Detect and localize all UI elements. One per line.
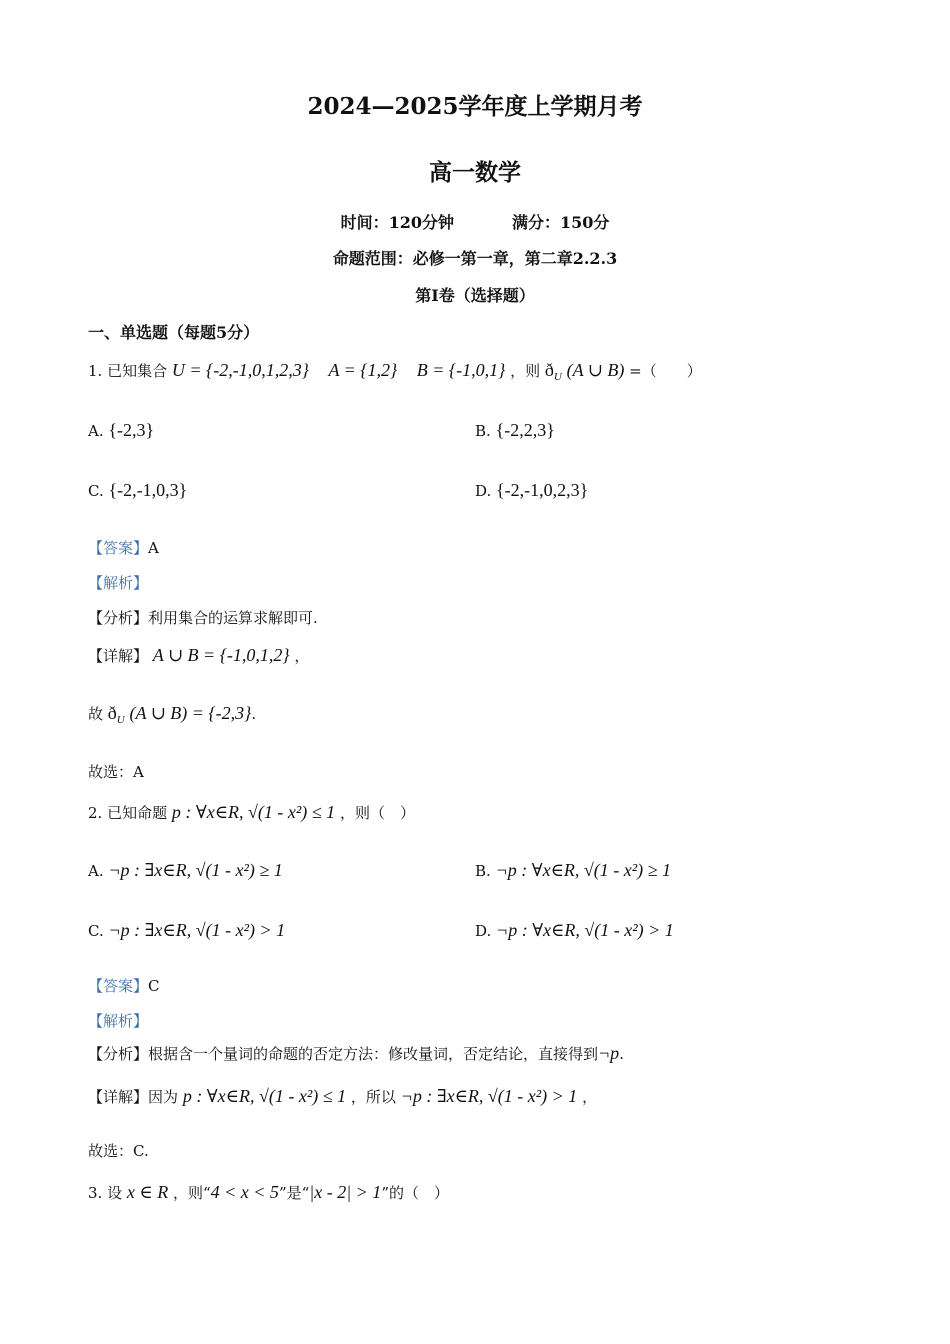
option-value: {-2,-1,0,3} <box>108 480 188 500</box>
detail-tag: 【详解】 <box>88 1088 149 1106</box>
gu-expr: (A ∪ B) = {-2,3} <box>129 703 252 723</box>
fenxi-tag: 【分析】 <box>88 609 149 627</box>
q2-detail <box>88 1086 597 1107</box>
gu-complement-symbol: ð <box>107 703 117 723</box>
detail-pre: 因为 <box>148 1088 179 1106</box>
q2-option-c[interactable] <box>88 920 285 941</box>
option-label: C. <box>88 482 104 500</box>
q2-option-a[interactable] <box>88 860 283 881</box>
option-label: C. <box>88 922 104 940</box>
q2-prefix: 2. 已知命题 <box>88 804 168 822</box>
option-value: {-2,3} <box>108 420 155 440</box>
q1-option-c[interactable] <box>88 480 187 501</box>
answer-tag: 【答案】 <box>88 977 149 995</box>
q1-set-a: A = {1,2} <box>328 360 398 380</box>
q2-analysis-tag <box>88 1010 148 1031</box>
option-label: B. <box>475 422 491 440</box>
q3-then: ，则“ <box>172 1184 211 1202</box>
q2-fenxi <box>88 1043 624 1064</box>
detail-expr1: p : ∀x∈R, √(1 - x²) ≤ 1 <box>182 1086 347 1106</box>
option-value: {-2,2,3} <box>495 420 555 440</box>
option-label: A. <box>88 862 104 880</box>
scope-line: 命题范围：必修一第一章，第二章2.2.3 <box>332 249 618 268</box>
q2-tail: ，则（ ） <box>339 804 415 822</box>
gu-complement-sub: U <box>116 714 125 726</box>
q2-stem <box>88 802 415 823</box>
analysis-tag: 【解析】 <box>88 574 149 592</box>
detail-mid: ，所以 <box>350 1088 396 1106</box>
q1-option-d[interactable] <box>475 480 588 501</box>
q1-set-b: B = {-1,0,1} <box>416 360 506 380</box>
score-label: 满分：150分 <box>512 213 610 232</box>
q1-option-a[interactable] <box>88 420 154 441</box>
q1-set-u: U = {-2,-1,0,1,2,3} <box>171 360 309 380</box>
q3-mid: ”是“ <box>278 1184 310 1202</box>
q1-analysis-tag <box>88 572 148 593</box>
option-value: ¬p : ∃x∈R, √(1 - x²) ≥ 1 <box>108 860 283 880</box>
analysis-tag: 【解析】 <box>88 1012 149 1030</box>
q1-detail <box>88 645 309 666</box>
exam-title: 2024—2025学年度上学期月考 <box>307 93 643 120</box>
q1-complement-symbol: ð <box>544 360 554 380</box>
time-label: 时间：120分钟 <box>340 213 454 232</box>
q2-prop: p : ∀x∈R, √(1 - x²) ≤ 1 <box>171 802 336 822</box>
answer-value: C <box>148 977 160 995</box>
detail-tag: 【详解】 <box>88 647 149 665</box>
q1-tail: =（ ） <box>629 362 702 380</box>
q1-conclusion <box>88 703 256 726</box>
exam-info <box>0 210 950 233</box>
option-label: A. <box>88 422 104 440</box>
q3-tail: ”的（ ） <box>381 1184 449 1202</box>
q1-then: ，则 <box>510 362 541 380</box>
q1-prefix: 1. 已知集合 <box>88 362 168 380</box>
option-label: B. <box>475 862 491 880</box>
fenxi-tag: 【分析】 <box>88 1045 149 1063</box>
detail-expr: A ∪ B = {-1,0,1,2} <box>152 645 290 665</box>
q3-cond2: |x - 2| > 1 <box>309 1182 382 1202</box>
detail-expr2: ¬p : ∃x∈R, √(1 - x²) > 1 <box>400 1086 578 1106</box>
option-label: D. <box>475 482 492 500</box>
q3-prefix: 3. 设 <box>88 1184 123 1202</box>
q1-expr: (A ∪ B) <box>566 360 625 380</box>
gu-tail: . <box>251 705 257 723</box>
option-value: ¬p : ∀x∈R, √(1 - x²) ≥ 1 <box>495 860 672 880</box>
option-label: D. <box>475 922 492 940</box>
q1-option-b[interactable] <box>475 420 555 441</box>
q2-option-d[interactable] <box>475 920 674 941</box>
q1-complement-sub: U <box>553 371 562 383</box>
option-value: ¬p : ∃x∈R, √(1 - x²) > 1 <box>108 920 286 940</box>
q1-fenxi <box>88 607 318 628</box>
q2-answer <box>88 975 160 996</box>
option-value: {-2,-1,0,2,3} <box>496 480 589 500</box>
q3-stem <box>88 1182 449 1203</box>
option-value: ¬p : ∀x∈R, √(1 - x²) > 1 <box>496 920 674 940</box>
q2-choose: 故选：C. <box>88 1142 149 1160</box>
q2-option-b[interactable] <box>475 860 671 881</box>
answer-tag: 【答案】 <box>88 539 149 557</box>
fenxi-text: 根据含一个量词的命题的否定方法：修改量词，否定结论，直接得到 <box>148 1045 599 1063</box>
subject-title: 高一数学 <box>429 159 521 186</box>
q1-stem <box>88 360 702 383</box>
detail-tail: ， <box>582 1088 598 1106</box>
volume-line: 第Ⅰ卷（选择题） <box>415 286 535 305</box>
fenxi-text: 利用集合的运算求解即可. <box>148 609 318 627</box>
q3-x: x ∈ R <box>126 1182 169 1202</box>
q3-cond1: 4 < x < 5 <box>210 1182 279 1202</box>
q1-answer <box>88 537 159 558</box>
detail-tail: ， <box>294 647 310 665</box>
gu-text: 故 <box>88 705 104 723</box>
fenxi-tail: . <box>619 1045 624 1063</box>
section-heading: 一、单选题（每题5分） <box>88 323 260 342</box>
q1-choose: 故选：A <box>88 763 144 781</box>
answer-value: A <box>148 539 159 557</box>
fenxi-expr: ¬p <box>598 1043 620 1063</box>
